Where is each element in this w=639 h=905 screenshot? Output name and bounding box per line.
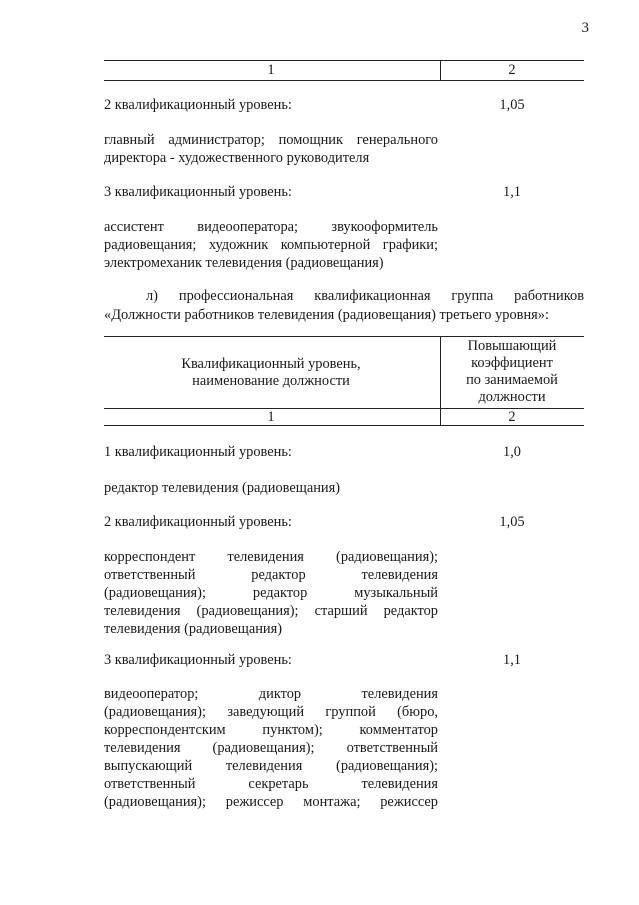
table1-level-3: 3 квалификационный уровень: (104, 184, 292, 200)
position-line: (радиовещания); заведующий группой (бюро, (104, 704, 438, 720)
position-line: корреспондентским пунктом); комментатор (104, 722, 438, 738)
table1-col-number-1: 1 (267, 62, 275, 78)
table1-top-rule (104, 60, 584, 61)
table1-coef-level-2: 1,05 (499, 97, 525, 113)
table2-number-rule (104, 425, 584, 426)
position-line: телевидения (радиовещания); старший редактор (104, 603, 438, 619)
table2-top-rule (104, 336, 584, 337)
position-line: ответственный редактор телевидения (104, 567, 438, 583)
table2-positions-level-1 (104, 479, 438, 497)
table1-col-number-2: 2 (508, 62, 516, 78)
header-line: должности (478, 389, 546, 405)
table1-header-rule (104, 80, 584, 81)
position-line: телевидения (радиовещания); ответственный (104, 740, 438, 756)
header-line: по занимаемой (466, 372, 558, 388)
position-line: выпускающий телевидения (радиовещания); (104, 758, 438, 774)
table2-level-3: 3 квалификационный уровень: (104, 652, 292, 668)
table1-positions-level-3 (104, 218, 438, 272)
table1-positions-level-2 (104, 131, 438, 167)
position-line: ассистент видеооператора; звукооформитель (104, 219, 438, 235)
table1-coef-level-3: 1,1 (503, 184, 521, 200)
table2-positions-level-2 (104, 548, 438, 638)
position-line: радиовещания; художник компьютерной графики; (104, 237, 438, 253)
table2-header-col1 (104, 356, 438, 390)
position-line: главный администратор; помощник генерального (104, 132, 438, 148)
group-paragraph-line-2: «Должности работников телевидения (радиовещания) третьего уровня»: (104, 307, 549, 323)
header-line: Повышающий (467, 338, 557, 354)
position-line: ответственный секретарь телевидения (104, 776, 438, 792)
position-line: директора - художественного руководителя (104, 150, 370, 166)
position-line: (радиовещания); редактор музыкальный (104, 585, 438, 601)
table1-level-2: 2 квалификационный уровень: (104, 97, 292, 113)
position-line: (радиовещания); режиссер монтажа; режиссер (104, 794, 438, 810)
position-line: корреспондент телевидения (радиовещания); (104, 549, 438, 565)
header-line: Квалификационный уровень, (181, 356, 361, 372)
header-line: коэффициент (471, 355, 553, 371)
table2-coef-level-1: 1,0 (503, 444, 521, 460)
group-paragraph-line-1: л) профессиональная квалификационная группа работников (146, 288, 584, 304)
table2-header-col2 (440, 338, 584, 406)
position-line: редактор телевидения (радиовещания) (104, 480, 341, 496)
table2-level-2: 2 квалификационный уровень: (104, 514, 292, 530)
header-line: наименование должности (192, 373, 350, 389)
table2-col-number-2: 2 (508, 409, 516, 425)
table2-col-number-1: 1 (267, 409, 275, 425)
position-line: электромеханик телевидения (радиовещания) (104, 255, 384, 271)
position-line: видеооператор; диктор телевидения (104, 686, 438, 702)
table2-positions-level-3 (104, 685, 438, 811)
page-number: 3 (581, 20, 589, 36)
position-line: телевидения (радиовещания) (104, 621, 283, 637)
table2-level-1: 1 квалификационный уровень: (104, 444, 292, 460)
table2-coef-level-2: 1,05 (499, 514, 525, 530)
table2-coef-level-3: 1,1 (503, 652, 521, 668)
group-paragraph (104, 287, 584, 325)
